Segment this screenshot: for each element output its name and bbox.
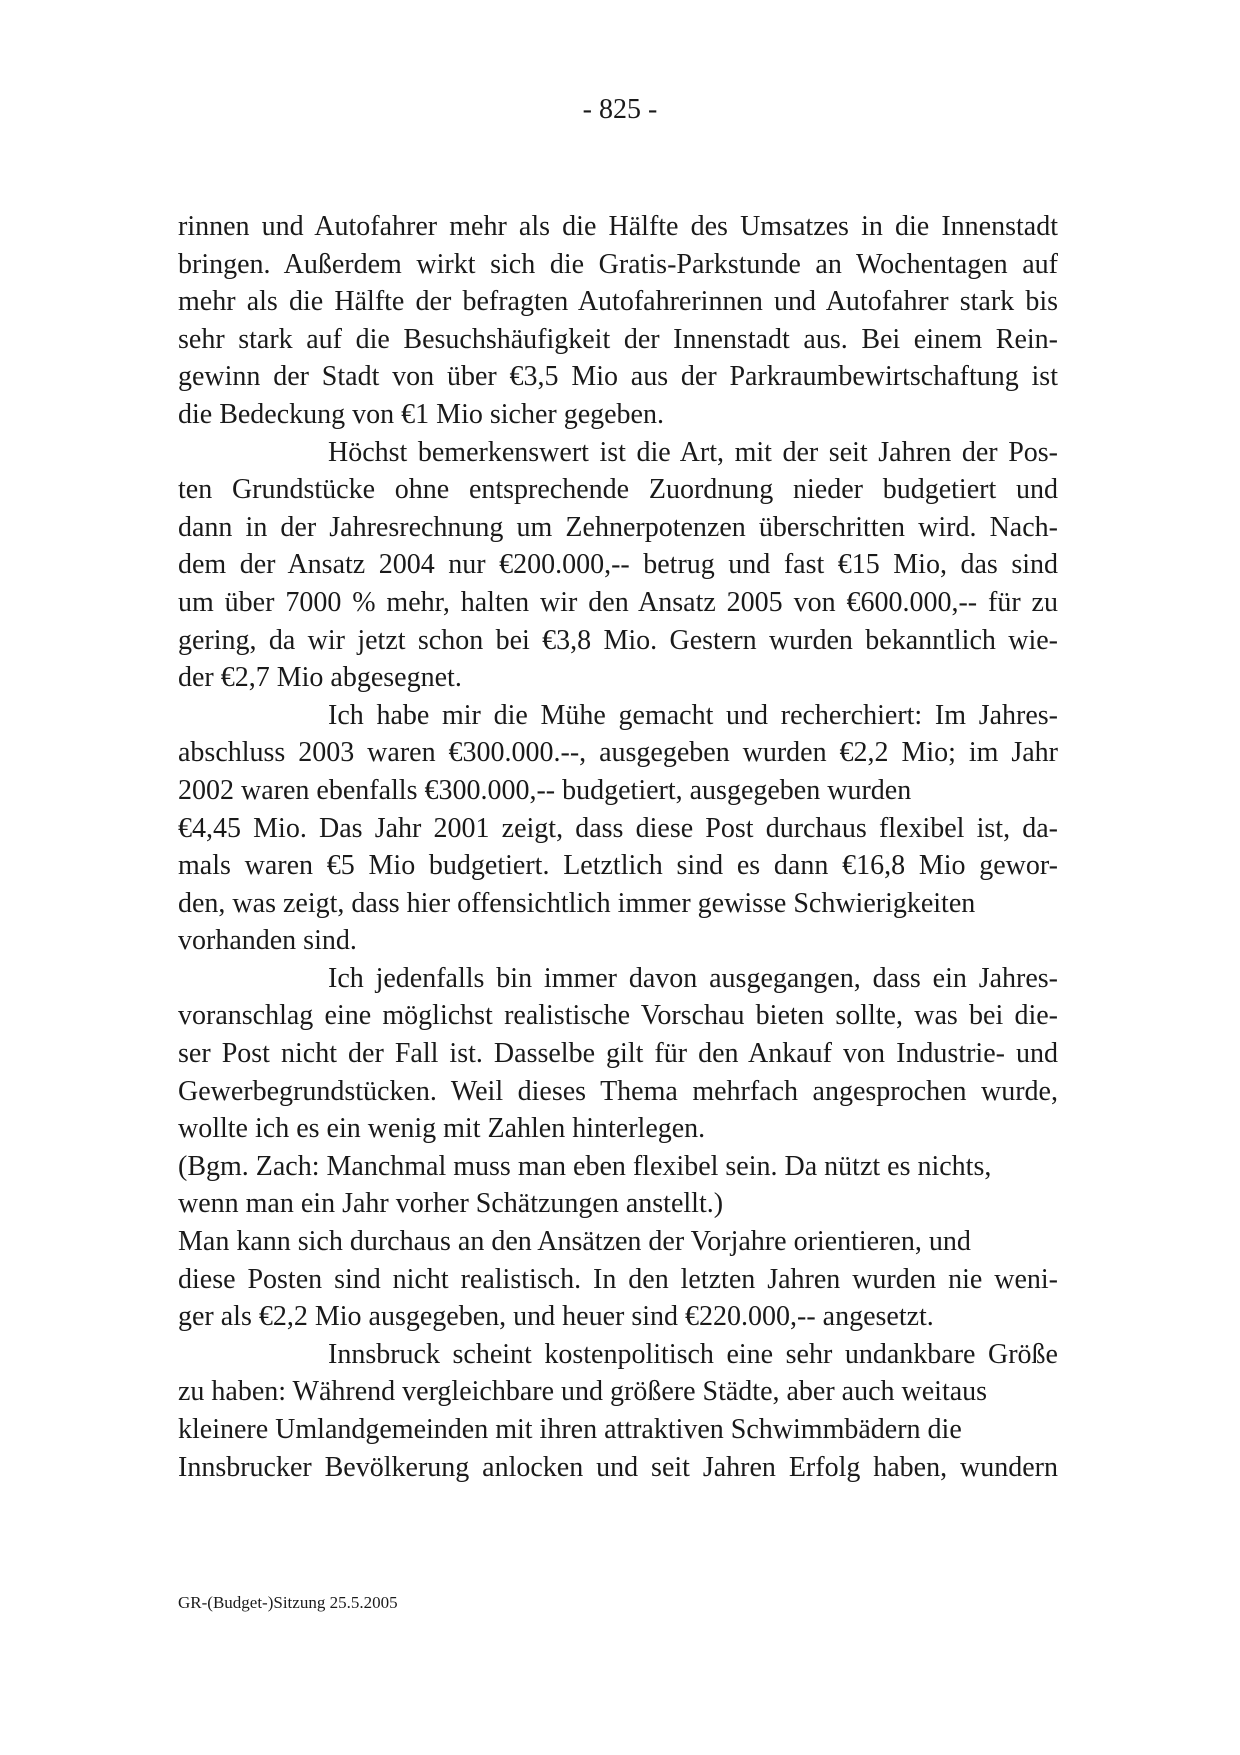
text-line: gering, da wir jetzt schon bei €3,8 Mio. Gestern wurden bekanntlich wie- [178, 624, 1058, 656]
text-line: Innsbrucker Bevölkerung anlocken und seit Jahren Erfolg haben, wundern [178, 1451, 1058, 1483]
text-line: dann in der Jahresrechnung um Zehnerpotenzen überschritten wird. Nach- [178, 511, 1058, 543]
text-line: 2002 waren ebenfalls €300.000,-- budgetiert, ausgegeben wurden [178, 774, 912, 806]
text-line: mals waren €5 Mio budgetiert. Letztlich sind es dann €16,8 Mio gewor- [178, 850, 1058, 882]
text-line: Innsbruck scheint kostenpolitisch eine sehr undankbare Größe [328, 1338, 1058, 1370]
text-line: (Bgm. Zach: Manchmal muss man eben flexibel sein. Da nützt es nichts, [178, 1150, 992, 1182]
text-line: mehr als die Hälfte der befragten Autofahrerinnen und Autofahrer stark bis [178, 286, 1058, 318]
text-line: bringen. Außerdem wirkt sich die Gratis-Parkstunde an Wochentagen auf [178, 248, 1058, 280]
text-line: vorhanden sind. [178, 925, 357, 957]
text-line: abschluss 2003 waren €300.000.--, ausgegeben wurden €2,2 Mio; im Jahr [178, 737, 1058, 769]
text-line: ger als €2,2 Mio ausgegeben, und heuer sind €220.000,-- angesetzt. [178, 1301, 934, 1333]
text-line: ten Grundstücke ohne entsprechende Zuordnung nieder budgetiert und [178, 474, 1058, 506]
text-line: Ich jedenfalls bin immer davon ausgegangen, dass ein Jahres- [328, 962, 1058, 994]
text-line: der €2,7 Mio abgesegnet. [178, 662, 462, 694]
body-text [178, 208, 1058, 1486]
text-line: die Bedeckung von €1 Mio sicher gegeben. [178, 398, 664, 430]
text-line: Man kann sich durchaus an den Ansätzen der Vorjahre orientieren, und [178, 1226, 971, 1258]
page-number: - 825 - [582, 94, 658, 125]
text-line: gewinn der Stadt von über €3,5 Mio aus der Parkraumbewirtschaftung ist [178, 361, 1058, 393]
text-line: Gewerbegrundstücken. Weil dieses Thema mehrfach angesprochen wurde, [178, 1075, 1058, 1107]
text-line: dem der Ansatz 2004 nur €200.000,-- betrug und fast €15 Mio, das sind [178, 549, 1058, 581]
text-line: ser Post nicht der Fall ist. Dasselbe gilt für den Ankauf von Industrie- und [178, 1038, 1058, 1070]
text-line: Höchst bemerkenswert ist die Art, mit der seit Jahren der Pos- [328, 436, 1058, 468]
text-line: voranschlag eine möglichst realistische Vorschau bieten sollte, was bei die- [178, 1000, 1058, 1032]
text-line: wenn man ein Jahr vorher Schätzungen anstellt.) [178, 1188, 724, 1220]
text-line: sehr stark auf die Besuchshäufigkeit der Innenstadt aus. Bei einem Rein- [178, 323, 1058, 355]
text-line: diese Posten sind nicht realistisch. In den letzten Jahren wurden nie weni- [178, 1263, 1058, 1295]
text-line: kleinere Umlandgemeinden mit ihren attraktiven Schwimmbädern die [178, 1414, 962, 1445]
text-line: Ich habe mir die Mühe gemacht und recherchiert: Im Jahres- [328, 699, 1058, 731]
text-line: um über 7000 % mehr, halten wir den Ansatz 2005 von €600.000,-- für zu [178, 586, 1058, 618]
text-line: rinnen und Autofahrer mehr als die Hälfte des Umsatzes in die Innenstadt [178, 211, 1058, 242]
text-line: den, was zeigt, dass hier offensichtlich immer gewisse Schwierigkeiten [178, 887, 976, 919]
footer-session-label: GR-(Budget-)Sitzung 25.5.2005 [178, 1593, 398, 1612]
text-line: zu haben: Während vergleichbare und größere Städte, aber auch weitaus [178, 1376, 988, 1408]
text-line: €4,45 Mio. Das Jahr 2001 zeigt, dass diese Post durchaus flexibel ist, da- [178, 812, 1058, 844]
text-line: wollte ich es ein wenig mit Zahlen hinterlegen. [178, 1113, 706, 1145]
